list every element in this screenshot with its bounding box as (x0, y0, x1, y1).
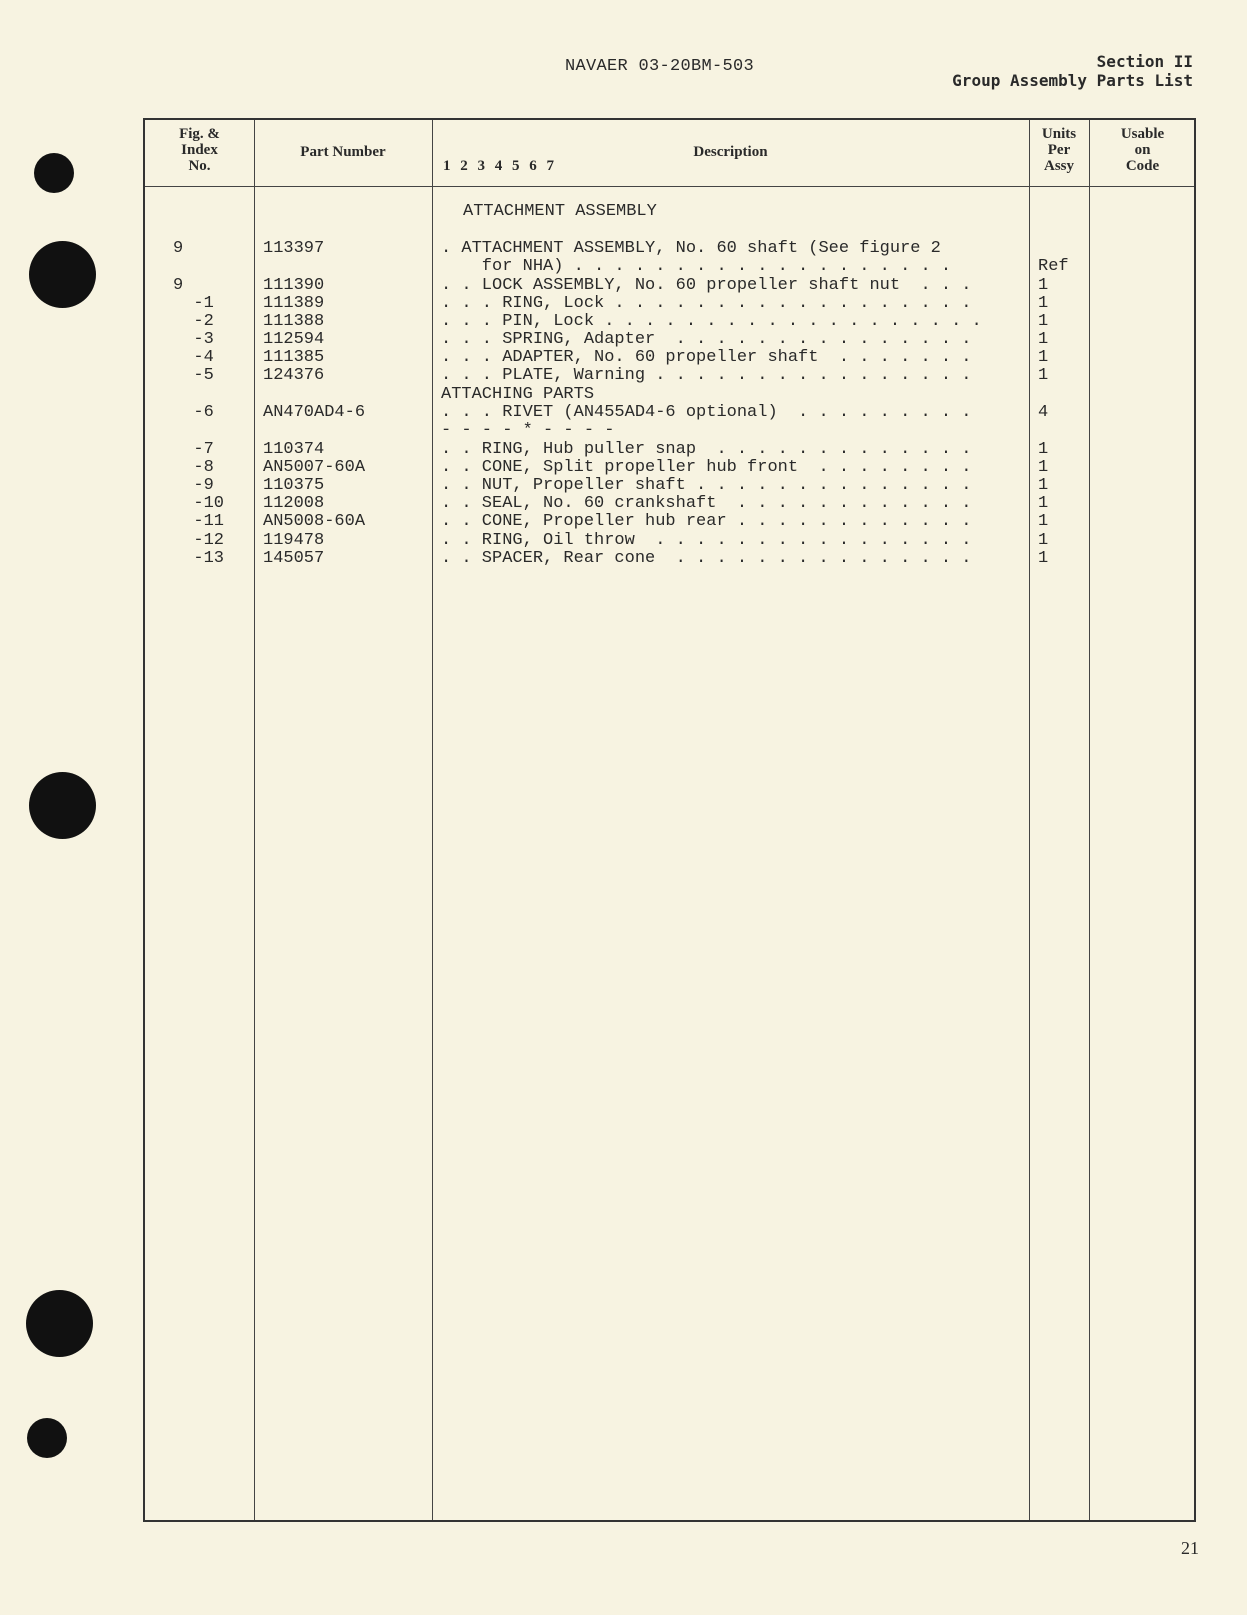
table-row (145, 349, 1195, 367)
description-cell: . . CONE, Propeller hub rear . . . . . . . . . . . . (441, 512, 972, 531)
table-row (145, 422, 1195, 440)
description-cell: . . CONE, Split propeller hub front . . . . . . . . (441, 458, 972, 477)
description-cell: . . . ADAPTER, No. 60 propeller shaft . . . . . . . (441, 348, 972, 367)
header-divider (145, 186, 1194, 187)
fig-index-cell: -8 (173, 458, 214, 477)
table-row (145, 367, 1195, 385)
fig-index-cell: -13 (173, 549, 225, 568)
section-label: Section II (1096, 52, 1193, 71)
header-description: Description (693, 144, 768, 160)
description-cell: . . RING, Oil throw . . . . . . . . . . . . . . . . (441, 531, 972, 550)
units-cell: 1 (1038, 512, 1049, 531)
description-cell: . . SPACER, Rear cone . . . . . . . . . . . . . . . (441, 549, 972, 568)
part-number-cell: AN5007-60A (263, 458, 366, 477)
description-cell: . . LOCK ASSEMBLY, No. 60 propeller shaft nut . . . (441, 276, 972, 295)
units-cell: 1 (1038, 294, 1049, 313)
fig-index-cell: -1 (173, 294, 214, 313)
binder-hole-1 (34, 153, 74, 193)
fig-index-cell: -2 (173, 312, 214, 331)
part-number-cell: 124376 (263, 366, 325, 385)
part-number-cell: 112594 (263, 330, 325, 349)
description-cell: . . . RIVET (AN455AD4-6 optional) . . . . . . . . . (441, 403, 972, 422)
units-cell: 1 (1038, 549, 1049, 568)
table-row (145, 258, 1195, 276)
table-row (145, 477, 1195, 495)
binder-hole-4 (26, 1290, 93, 1357)
part-number-cell: 119478 (263, 531, 325, 550)
part-number-cell: 111389 (263, 294, 325, 313)
units-cell: 1 (1038, 476, 1049, 495)
header-indent-levels: 1 2 3 4 5 6 7 (443, 158, 554, 174)
fig-index-cell: 9 (173, 239, 184, 258)
binder-hole-5 (27, 1418, 67, 1458)
table-row (145, 386, 1195, 404)
part-number-cell: 145057 (263, 549, 325, 568)
units-cell: 1 (1038, 312, 1049, 331)
fig-index-cell: -11 (173, 512, 225, 531)
table-row (145, 295, 1195, 313)
description-cell: . . SEAL, No. 60 crankshaft . . . . . . . . . . . . (441, 494, 972, 513)
table-row (145, 550, 1195, 568)
table-row (145, 441, 1195, 459)
part-number-cell: AN5008-60A (263, 512, 366, 531)
fig-index-cell: -3 (173, 330, 214, 349)
units-cell: 1 (1038, 366, 1049, 385)
part-number-cell: 111390 (263, 276, 325, 295)
description-cell: . . NUT, Propeller shaft . . . . . . . . . . . . . . (441, 476, 972, 495)
fig-index-cell: -5 (173, 366, 214, 385)
part-number-cell: 111385 (263, 348, 325, 367)
binder-hole-2 (29, 241, 96, 308)
table-row (145, 313, 1195, 331)
part-number-cell: 113397 (263, 239, 325, 258)
description-cell: for NHA) . . . . . . . . . . . . . . . . . . . (441, 257, 952, 276)
fig-index-cell: -7 (173, 440, 214, 459)
fig-index-cell: -10 (173, 494, 225, 513)
description-cell: - - - - * - - - - (441, 421, 615, 440)
fig-index-cell: -6 (173, 403, 214, 422)
units-cell: 1 (1038, 330, 1049, 349)
part-number-cell: 111388 (263, 312, 325, 331)
part-number-cell: AN470AD4-6 (263, 403, 366, 422)
section-heading (952, 52, 1193, 90)
fig-index-cell: -4 (173, 348, 214, 367)
doc-number: NAVAER 03-20BM-503 (565, 57, 755, 76)
units-cell: 1 (1038, 348, 1049, 367)
description-cell: . . . RING, Lock . . . . . . . . . . . . . . . . . . (441, 294, 972, 313)
units-cell: 1 (1038, 276, 1049, 295)
units-cell: 1 (1038, 494, 1049, 513)
description-cell: . . . PLATE, Warning . . . . . . . . . . . . . . . . (441, 366, 972, 385)
part-number-cell: 110375 (263, 476, 325, 495)
table-row (145, 513, 1195, 531)
fig-index-cell: 9 (173, 276, 184, 295)
table-row (145, 532, 1195, 550)
units-cell: 4 (1038, 403, 1049, 422)
description-cell: . ATTACHMENT ASSEMBLY, No. 60 shaft (See figure 2 (441, 239, 941, 258)
header-part-number: Part Number (300, 144, 386, 160)
fig-index-cell: -9 (173, 476, 214, 495)
description-cell: . . RING, Hub puller snap . . . . . . . . . . . . . (441, 440, 972, 459)
units-cell: 1 (1038, 458, 1049, 477)
units-cell: 1 (1038, 531, 1049, 550)
part-number-cell: 112008 (263, 494, 325, 513)
section-title: Group Assembly Parts List (952, 71, 1193, 90)
header-units-per-assy: Units Per Assy (1041, 126, 1077, 174)
table-row (145, 240, 1195, 258)
header-usable-on-code: Usable on Code (1120, 126, 1165, 174)
table-row (145, 331, 1195, 349)
units-cell: Ref (1038, 257, 1069, 276)
description-cell: . . . PIN, Lock . . . . . . . . . . . . . . . . . . . (441, 312, 982, 331)
table-row (145, 495, 1195, 513)
fig-index-cell: -12 (173, 531, 225, 550)
description-cell: ATTACHING PARTS (441, 385, 595, 404)
units-cell: 1 (1038, 440, 1049, 459)
page-number: 21 (1181, 1538, 1199, 1558)
table-row (145, 404, 1195, 422)
header-fig-index: Fig. & Index No. (179, 126, 220, 174)
parts-table (143, 118, 1196, 1522)
part-number-cell: 110374 (263, 440, 325, 459)
table-row (145, 277, 1195, 295)
assembly-title: ATTACHMENT ASSEMBLY (463, 202, 657, 221)
binder-hole-3 (29, 772, 96, 839)
table-row (145, 459, 1195, 477)
description-cell: . . . SPRING, Adapter . . . . . . . . . . . . . . . (441, 330, 972, 349)
